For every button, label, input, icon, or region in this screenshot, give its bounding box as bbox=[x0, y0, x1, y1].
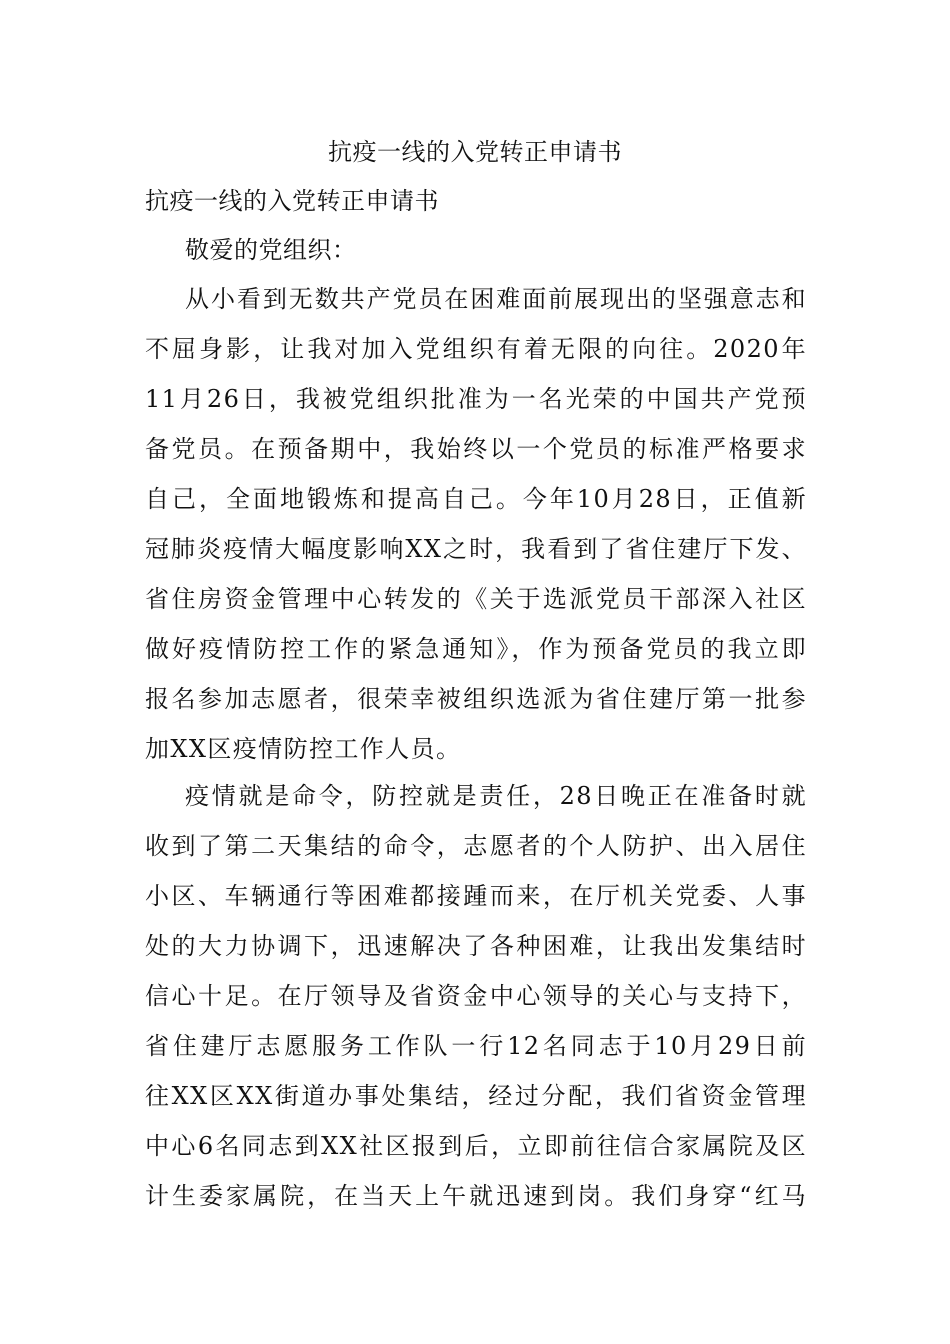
body-paragraph-2 bbox=[145, 781, 807, 1231]
paragraph-line: 不屈身影，让我对加入党组织有着无限的向往。2020年 bbox=[145, 335, 807, 363]
paragraph-line: 备党员。在预备期中，我始终以一个党员的标准严格要求 bbox=[145, 435, 807, 463]
paragraph-line: 收到了第二天集结的命令，志愿者的个人防护、出入居住 bbox=[145, 832, 807, 860]
paragraph-line: 信心十足。在厅领导及省资金中心领导的关心与支持下， bbox=[145, 982, 807, 1010]
paragraph-line: 报名参加志愿者，很荣幸被组织选派为省住建厅第一批参 bbox=[145, 685, 807, 713]
paragraph-line: 11月26日，我被党组织批准为一名光荣的中国共产党预 bbox=[145, 385, 807, 413]
paragraph-line: 小区、车辆通行等困难都接踵而来，在厅机关党委、人事 bbox=[145, 882, 807, 910]
paragraph-line: 做好疫情防控工作的紧急通知》，作为预备党员的我立即 bbox=[145, 635, 807, 663]
paragraph-line: 自己，全面地锻炼和提高自己。今年10月28日，正值新 bbox=[145, 485, 807, 513]
paragraph-line: 疫情就是命令，防控就是责任，28日晚正在准备时就 bbox=[185, 782, 807, 810]
paragraph-line: 中心6名同志到XX社区报到后，立即前往信合家属院及区 bbox=[145, 1132, 807, 1160]
salutation: 敬爱的党组织： bbox=[185, 236, 357, 264]
paragraph-line: 往XX区XX街道办事处集结，经过分配，我们省资金管理 bbox=[145, 1082, 807, 1110]
paragraph-line: 加XX区疫情防控工作人员。 bbox=[145, 735, 462, 763]
paragraph-line: 省住房资金管理中心转发的《关于选派党员干部深入社区 bbox=[145, 585, 807, 613]
paragraph-line: 处的大力协调下，迅速解决了各种困难，让我出发集结时 bbox=[145, 932, 807, 960]
paragraph-line: 冠肺炎疫情大幅度影响XX之时，我看到了省住建厅下发、 bbox=[145, 535, 807, 563]
document-title: 抗疫一线的入党转正申请书 bbox=[328, 138, 622, 166]
document-subtitle: 抗疫一线的入党转正申请书 bbox=[145, 187, 439, 215]
paragraph-line: 计生委家属院，在当天上午就迅速到岗。我们身穿“红马 bbox=[145, 1182, 807, 1210]
paragraph-line: 从小看到无数共产党员在困难面前展现出的坚强意志和 bbox=[185, 285, 807, 313]
paragraph-line: 省住建厅志愿服务工作队一行12名同志于10月29日前 bbox=[145, 1032, 807, 1060]
body-paragraph-1 bbox=[145, 284, 807, 784]
